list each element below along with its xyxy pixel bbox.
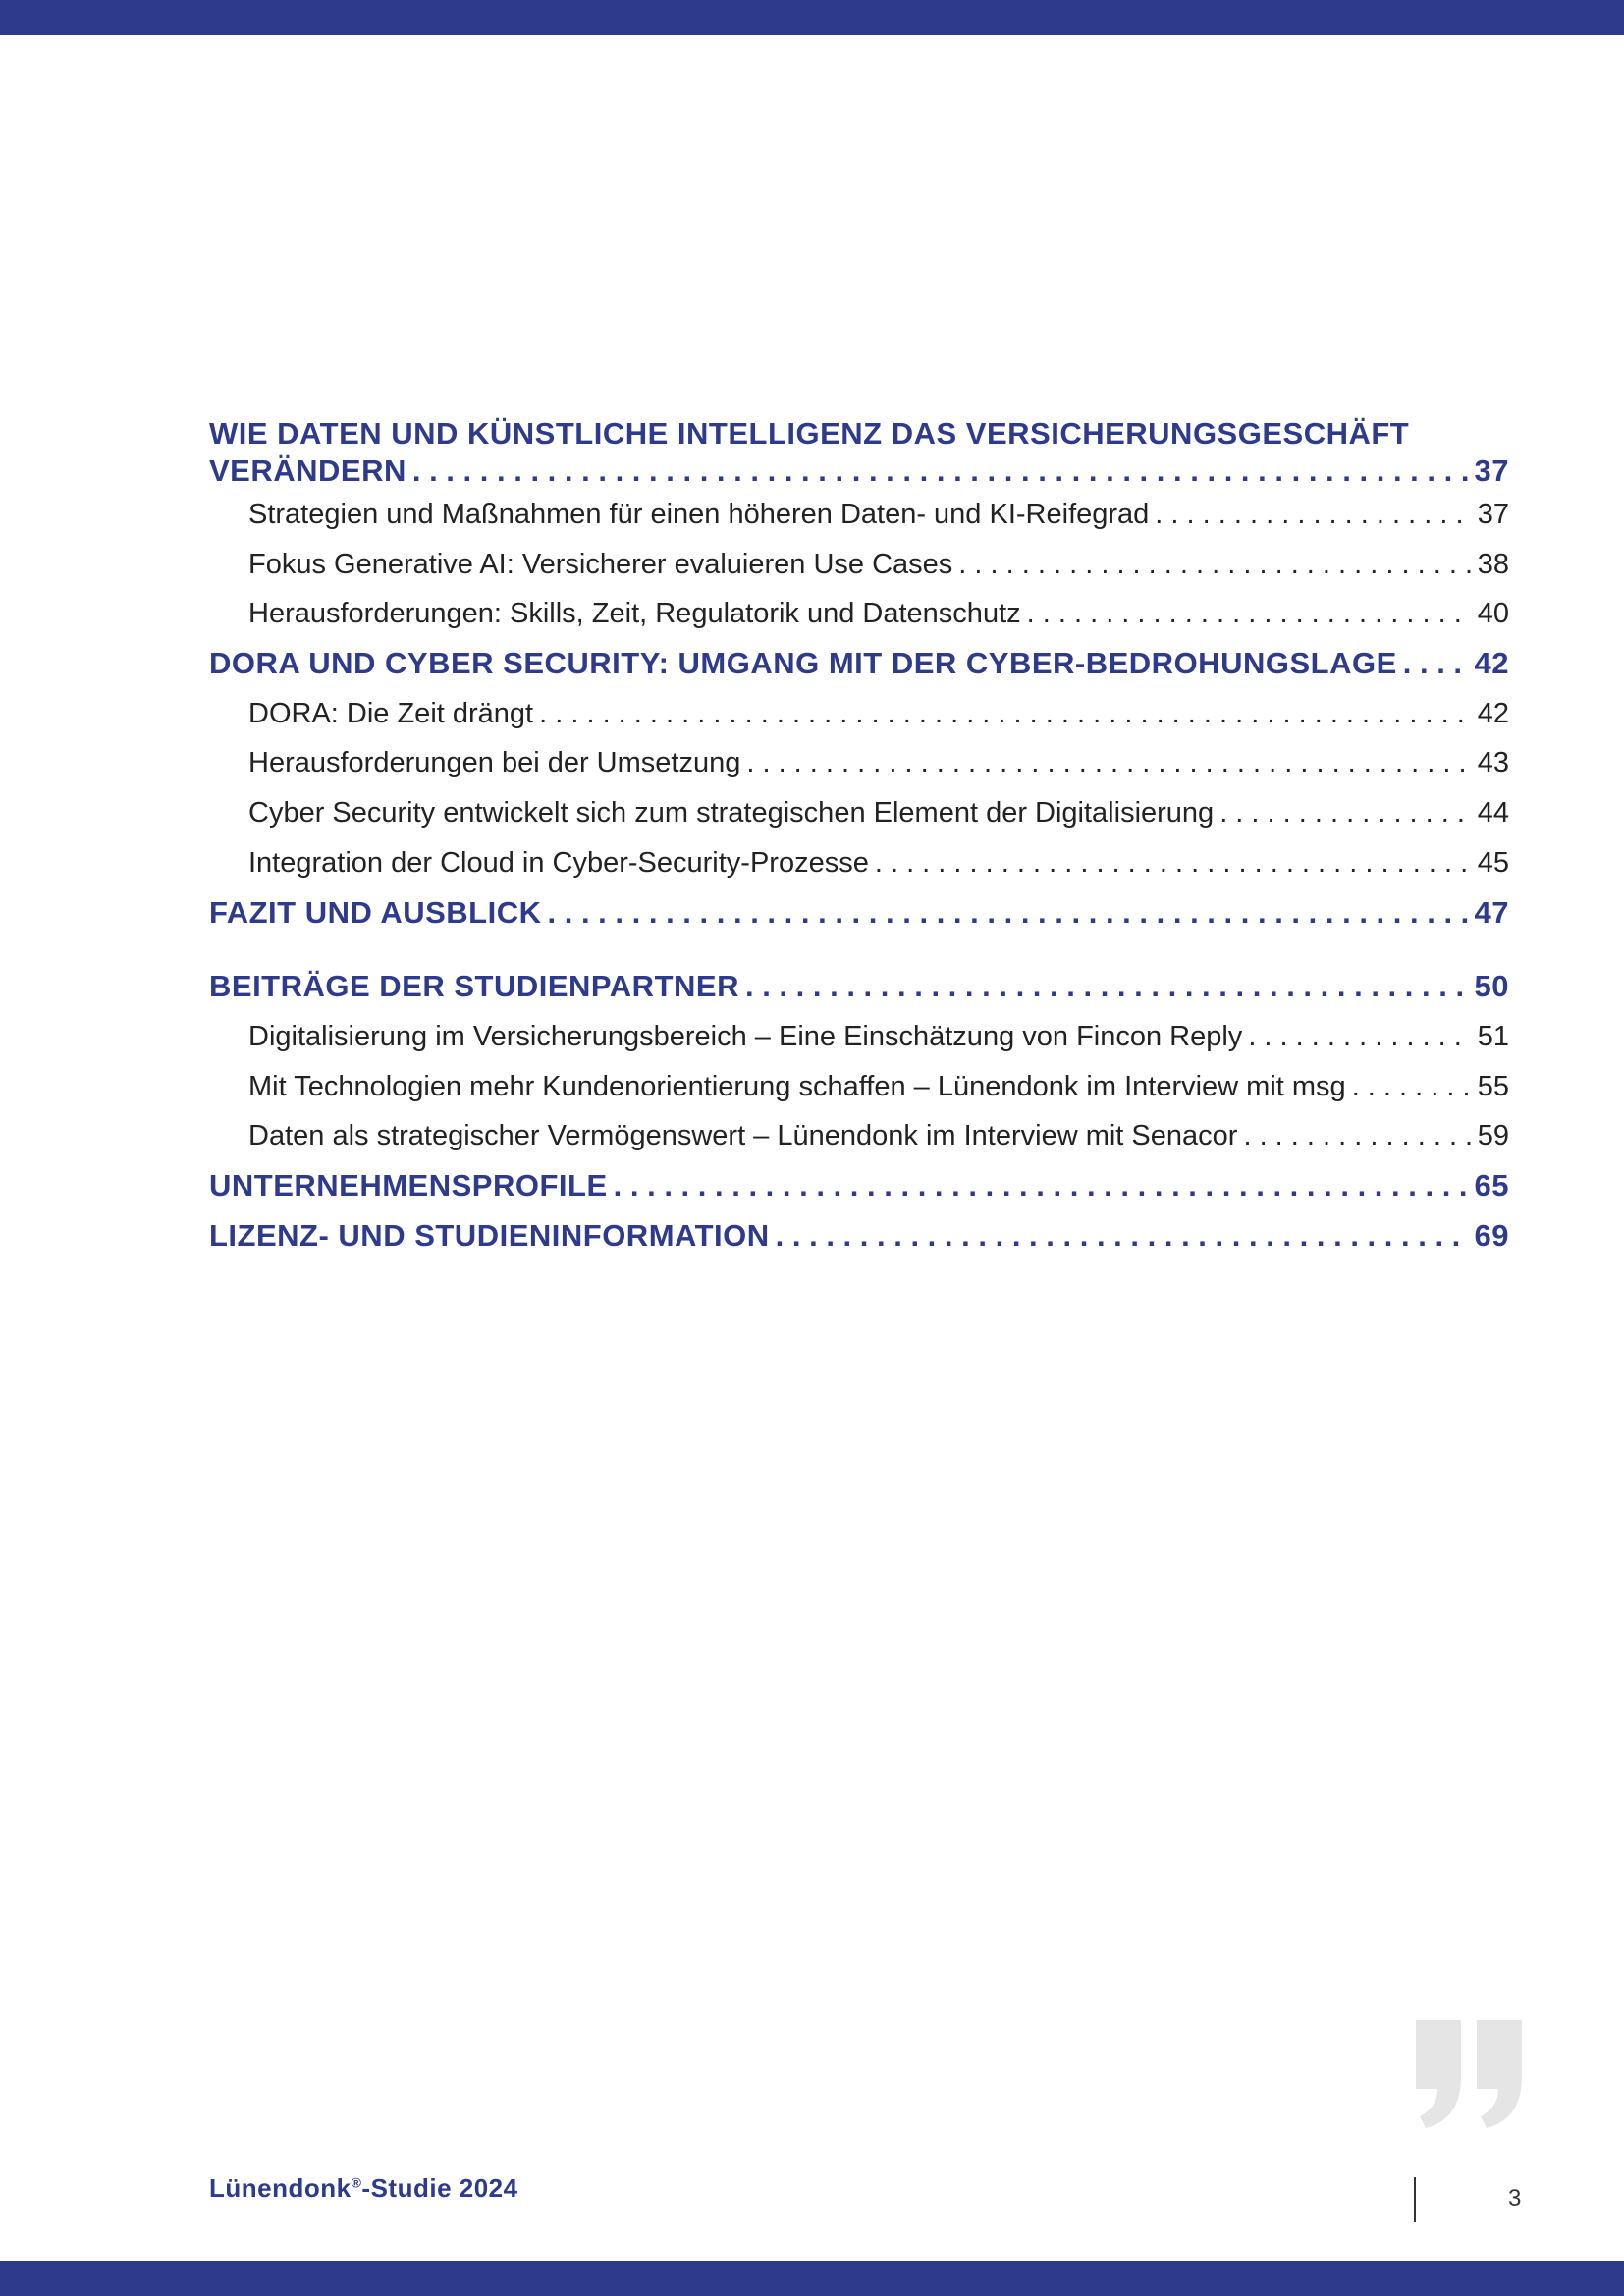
toc-item-page: 43 bbox=[1477, 747, 1509, 779]
toc-item[interactable] bbox=[209, 589, 1509, 639]
toc-section-5[interactable] bbox=[209, 1161, 1509, 1211]
leader-dots bbox=[1248, 1012, 1471, 1062]
toc-section-4[interactable] bbox=[209, 962, 1509, 1012]
toc-item-page: 37 bbox=[1477, 499, 1509, 530]
leader-dots bbox=[958, 540, 1471, 590]
leader-dots bbox=[875, 838, 1472, 888]
toc-item-page: 38 bbox=[1477, 548, 1509, 580]
leader-dots bbox=[1352, 1062, 1472, 1112]
toc-section-2-page: 42 bbox=[1474, 646, 1509, 681]
toc-item[interactable] bbox=[209, 490, 1509, 540]
toc-section-2-title: DORA UND CYBER SECURITY: UMGANG MIT DER CYBER-BEDROHUNGSLAGE bbox=[209, 646, 1397, 681]
toc-item-title: Digitalisierung im Versicherungsbereich – Eine Einschätzung von Fincon Reply bbox=[248, 1020, 1243, 1052]
footer-divider bbox=[1414, 2177, 1416, 2222]
toc-item[interactable] bbox=[209, 738, 1509, 788]
toc-section-4-title: BEITRÄGE DER STUDIENPARTNER bbox=[209, 969, 739, 1004]
top-brand-bar bbox=[0, 0, 1624, 35]
leader-dots bbox=[548, 888, 1469, 938]
leader-dots bbox=[1027, 589, 1472, 639]
toc-section-2[interactable] bbox=[209, 639, 1509, 689]
leader-dots bbox=[1155, 490, 1471, 540]
toc-section-1-page: 37 bbox=[1474, 454, 1509, 488]
toc-section-5-page: 65 bbox=[1474, 1167, 1509, 1202]
table-of-contents bbox=[209, 414, 1509, 1260]
toc-section-3-page: 47 bbox=[1474, 894, 1509, 930]
toc-item-page: 44 bbox=[1477, 797, 1509, 829]
toc-item-title: Cyber Security entwickelt sich zum strategischen Element der Digitalisierung bbox=[248, 797, 1215, 829]
leader-dots bbox=[539, 689, 1472, 739]
toc-item-title: Herausforderungen bei der Umsetzung bbox=[248, 747, 741, 779]
leader-dots bbox=[776, 1211, 1469, 1261]
toc-section-1-title: VERÄNDERN bbox=[209, 454, 406, 488]
toc-item[interactable] bbox=[209, 1111, 1509, 1161]
leader-dots bbox=[1219, 788, 1472, 838]
toc-item-title: Fokus Generative AI: Versicherer evaluieren Use Cases bbox=[248, 548, 953, 580]
toc-section-3[interactable] bbox=[209, 888, 1509, 938]
toc-section-3-title: FAZIT UND AUSBLICK bbox=[209, 894, 542, 930]
leader-dots bbox=[1243, 1111, 1471, 1161]
leader-dots bbox=[412, 453, 1469, 490]
toc-item-title: Integration der Cloud in Cyber-Security-Prozesse bbox=[248, 846, 869, 879]
closing-quote-icon bbox=[1412, 2020, 1526, 2128]
toc-item-page: 59 bbox=[1477, 1120, 1509, 1152]
toc-item-title: Daten als strategischer Vermögenswert – Lünendonk im Interview mit Senacor bbox=[248, 1120, 1238, 1152]
leader-dots bbox=[614, 1161, 1469, 1211]
footer-study: -Studie 2024 bbox=[361, 2173, 518, 2203]
toc-item-title: Mit Technologien mehr Kundenorientierung schaffen – Lünendonk im Interview mit msg bbox=[248, 1070, 1346, 1102]
toc-item[interactable] bbox=[209, 1062, 1509, 1112]
toc-item[interactable] bbox=[209, 838, 1509, 888]
toc-item-title: DORA: Die Zeit drängt bbox=[248, 697, 534, 729]
toc-section-5-title: UNTERNEHMENSPROFILE bbox=[209, 1167, 608, 1202]
leader-dots bbox=[745, 962, 1469, 1012]
toc-item-title: Strategien und Maßnahmen für einen höheren Daten- und KI-Reifegrad bbox=[248, 499, 1150, 530]
toc-section-1[interactable] bbox=[209, 453, 1509, 490]
toc-item-page: 55 bbox=[1477, 1070, 1509, 1102]
toc-item-page: 42 bbox=[1477, 697, 1509, 729]
toc-item-page: 45 bbox=[1477, 846, 1509, 879]
toc-section-6[interactable] bbox=[209, 1211, 1509, 1261]
toc-item[interactable] bbox=[209, 1012, 1509, 1062]
leader-dots bbox=[1403, 639, 1469, 689]
toc-item-title: Herausforderungen: Skills, Zeit, Regulatorik und Datenschutz bbox=[248, 598, 1021, 630]
leader-dots bbox=[746, 738, 1471, 788]
footer-brand: Lünendonk bbox=[209, 2173, 352, 2203]
toc-section-6-page: 69 bbox=[1474, 1217, 1509, 1253]
toc-item[interactable] bbox=[209, 540, 1509, 590]
page-number: 3 bbox=[1508, 2185, 1522, 2212]
toc-item-page: 40 bbox=[1477, 598, 1509, 630]
toc-item-page: 51 bbox=[1477, 1020, 1509, 1052]
toc-section-6-title: LIZENZ- UND STUDIENINFORMATION bbox=[209, 1217, 770, 1253]
toc-section-1-title-line1: WIE DATEN UND KÜNSTLICHE INTELLIGENZ DAS VERSICHERUNGSGESCHÄFT bbox=[209, 416, 1410, 451]
toc-item[interactable] bbox=[209, 689, 1509, 739]
registered-mark: ® bbox=[351, 2174, 362, 2191]
section-spacer bbox=[209, 937, 1509, 962]
footer-study-label bbox=[209, 2173, 518, 2204]
toc-item[interactable] bbox=[209, 788, 1509, 838]
toc-section-4-page: 50 bbox=[1474, 969, 1509, 1004]
bottom-brand-bar bbox=[0, 2261, 1624, 2296]
